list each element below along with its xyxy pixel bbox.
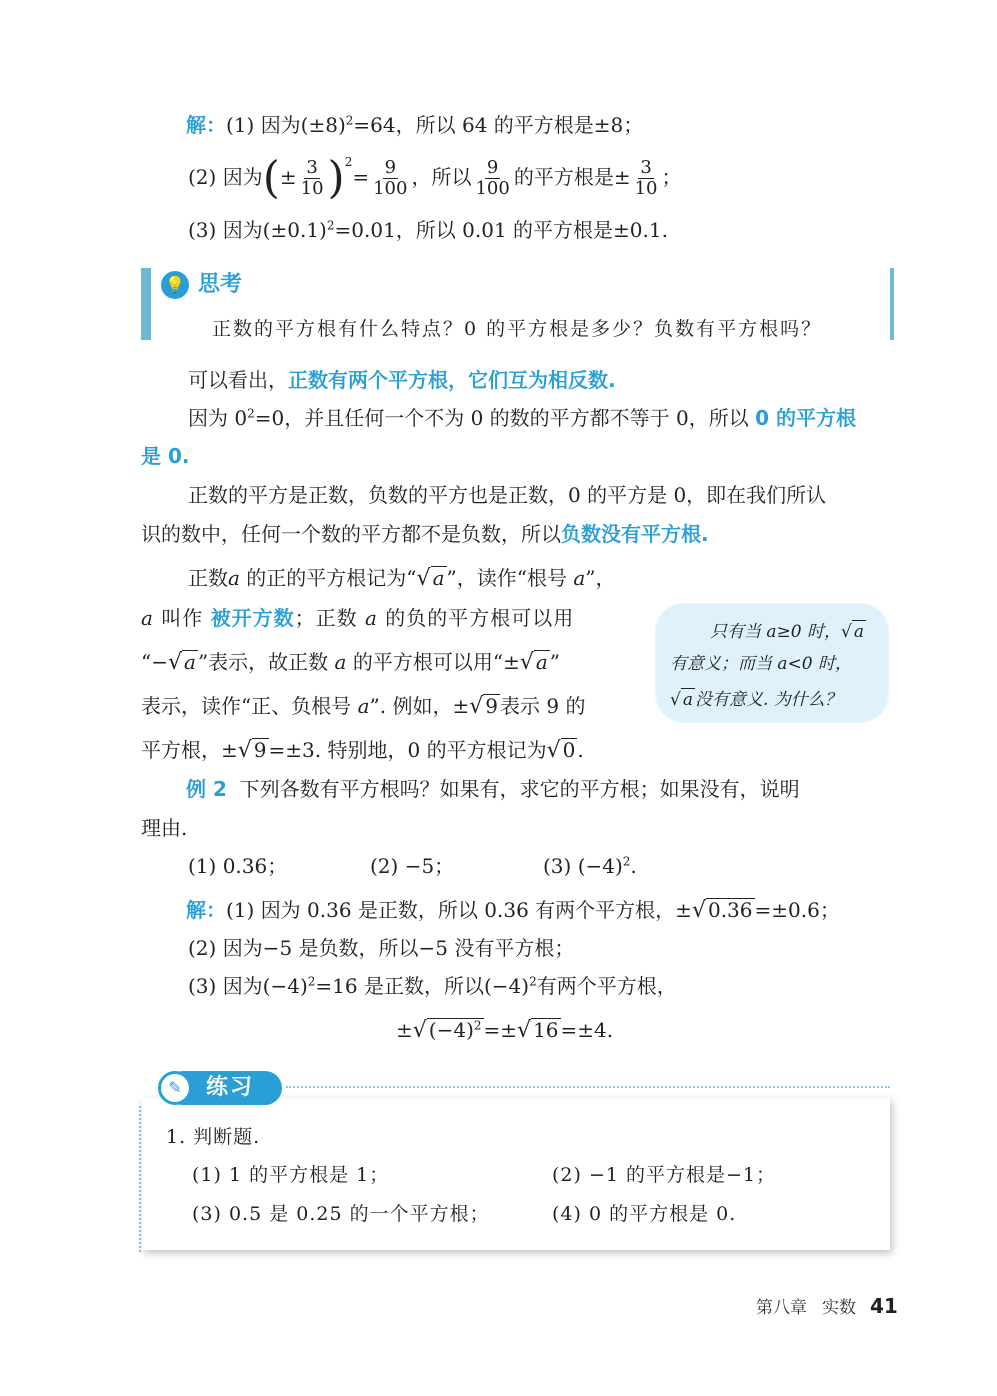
footer-chapter: 第八章 (756, 1298, 807, 1318)
side-note-line-3: √ a 没有意义. 为什么？ (670, 690, 842, 710)
think-title: 思考 (198, 272, 243, 297)
think-box-left-bar (141, 268, 151, 340)
paragraph-4-line-3: “−√ a ”表示，故正数 a 的平方根可以用“±√ a ” (141, 650, 561, 675)
paragraph-3-line-2: 识的数中，任何一个数的平方都不是负数，所以负数没有平方根. (141, 522, 709, 546)
think-question: 正数的平方根有什么特点？0 的平方根是多少？负数有平方根吗？ (212, 318, 823, 340)
pencil-icon: ✎ (158, 1071, 192, 1105)
key-statement-1: 正数有两个平方根，它们互为相反数. (288, 368, 616, 392)
practice-title: 练习 (206, 1075, 255, 1100)
fraction-9-100: $\frac{9}{100}$ (373, 157, 408, 199)
fraction-3-10-b: $\frac{3}{10}$ (634, 157, 658, 199)
key-statement-2a: 0 的平方根 (755, 406, 856, 430)
fraction-9-100-b: $\frac{9}{100}$ (475, 157, 510, 199)
practice-item-1: (1) 1 的平方根是 1； (192, 1164, 390, 1186)
solution-line-1: 解：(1) 因为$(\pm 8)^2=64$，所以 64 的平方根是±8； (186, 113, 644, 137)
practice-dotted-left (139, 1106, 141, 1252)
example-2-line-1: 例 2 下列各数有平方根吗？如果有，求它的平方根；如果没有，说明 (186, 777, 800, 801)
footer-title: 实数 (822, 1298, 856, 1318)
solution-line-2: (2) 因为(± $\frac{3}{10}$ )$^2$= $\frac{9}{100}$ ，所以 $\frac{9}{100}$ 的平方根是± $\frac{3}{10}$ ； (188, 152, 682, 204)
paragraph-4-line-4: 表示，读作“正、负根号 a”. 例如，±√ 9 表示 9 的 (141, 694, 586, 719)
paragraph-4-line-5: 平方根，±√ 9 =±3. 特别地，0 的平方根记为√ 0 . (141, 738, 584, 763)
side-note-line-1: 只有当 a≥0 时，√ a (710, 622, 864, 642)
think-box-right-bar (890, 268, 894, 340)
example-item-3: (3) $(-4)^2$. (543, 854, 637, 878)
example-item-1: (1) 0.36； (188, 854, 288, 878)
paragraph-3-line-1: 正数的平方是正数，负数的平方也是正数，0 的平方是 0，即在我们所认 (188, 483, 827, 507)
example-label: 例 2 (186, 777, 227, 801)
practice-item-4: (4) 0 的平方根是 0. (552, 1203, 737, 1225)
practice-item-2: (2) −1 的平方根是−1； (552, 1164, 777, 1186)
solution2-line-3: (3) 因为$(-4)^2=16$ 是正数，所以$(-4)^2$有两个平方根， (188, 974, 677, 998)
example-item-2: (2) −5； (370, 854, 455, 878)
solution-line-3: (3) 因为$(\pm 0.1)^2=0.01$，所以 0.01 的平方根是±0.1. (188, 218, 668, 242)
fraction-3-10: $\frac{3}{10}$ (300, 157, 324, 199)
lightbulb-icon: 💡 (161, 271, 189, 299)
example-2-line-2: 理由. (141, 816, 188, 840)
solution2-line-2: (2) 因为−5 是负数，所以−5 没有平方根； (188, 936, 575, 960)
practice-dotted-top (286, 1086, 890, 1088)
practice-question-1: 1. 判断题. (166, 1126, 261, 1148)
key-statement-2b: 是 0. (141, 444, 190, 468)
paragraph-2-line-2 (141, 442, 189, 470)
solution2-line-1: 解：(1) 因为 0.36 是正数，所以 0.36 有两个平方根，±√ 0.36 =±0.6； (186, 898, 840, 923)
page-number: 41 (870, 1294, 898, 1318)
paragraph-2-line-1: 因为 $0^2=0$，并且任何一个不为 0 的数的平方都不等于 0，所以 0 的平方根 (188, 406, 856, 430)
solution2-line-4: ±√ $(-4)^2$ =±√ 16 =±4. (396, 1018, 614, 1043)
paragraph-4-line-2: a 叫作 被开方数；正数 a 的负的平方根可以用 (141, 606, 575, 630)
paragraph-1: 可以看出，正数有两个平方根，它们互为相反数. (188, 368, 616, 392)
key-term-radicand: 被开方数 (210, 606, 295, 630)
paragraph-4-line-1: 正数a 的正的平方根记为“√ a ”，读作“根号 a”， (188, 566, 616, 591)
side-note-line-2: 有意义；而当 a<0 时， (670, 654, 853, 674)
key-statement-3: 负数没有平方根. (561, 522, 709, 546)
practice-item-3: (3) 0.5 是 0.25 的一个平方根； (192, 1203, 490, 1225)
solution-label: 解： (186, 113, 226, 137)
